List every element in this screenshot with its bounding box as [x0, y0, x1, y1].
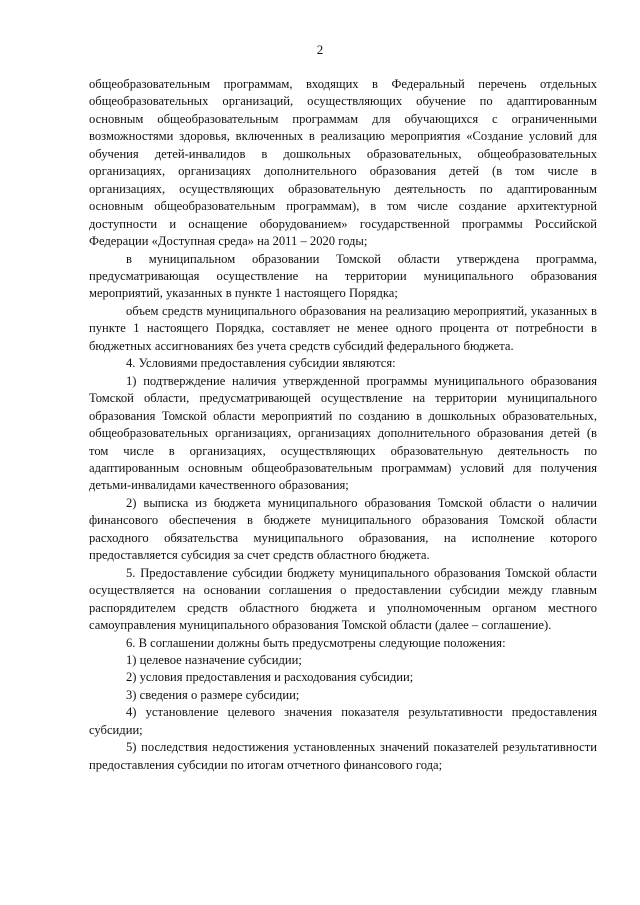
document-body: [89, 76, 597, 774]
paragraph: в муниципальном образовании Томской области утверждена программа, предусматривающая осуществление на территории муниципального образования мероприятий, указанных в пункте 1 настоящего Порядка;: [89, 251, 597, 301]
page-number: 2: [316, 42, 324, 57]
paragraph: объем средств муниципального образования на реализацию мероприятий, указанных в пункте 1 настоящего Порядка, составляет не менее одного процента от потребности в бюджетных ассигнованиях без учета средств субсидий федерального бюджета.: [89, 303, 597, 353]
paragraph-continuation: общеобразовательным программам, входящих в Федеральный перечень отдельных общеобразовательных организаций, осуществляющих обучение по адаптированным основным общеобразовательным программам для обучающихся с ограниченными возможностями здоровья, включенных в реализацию мероприятия «Создание условий для обучения детей-инвалидов в дошкольных образовательных, общеобразовательных организациях, организациях дополнительного образования детей (в том числе в организациях, осуществляющих образовательную деятельность по адаптированным основным общеобразовательным программам), в том числе создание архитектурной доступности и оснащение оборудованием» государственной программы Российской Федерации «Доступная среда» на 2011 – 2020 годы;: [89, 77, 597, 249]
paragraph-clause-4-item-1: 1) подтверждение наличия утвержденной программы муниципального образования Томской области, предусматривающей осуществление на территории муниципального образования Томской области мероприятий по созданию в дошкольных образовательных, общеобразовательных организациях, организациях дополнительного образования детей (в том числе в организациях, осуществляющих образовательную деятельность по адаптированным основным общеобразовательным программам) условий для получения детьми-инвалидами качественного образования;: [89, 373, 597, 493]
paragraph-clause-6-item-4: 4) установление целевого значения показателя результативности предоставления субсидии;: [89, 705, 597, 737]
paragraph-clause-5: 5. Предоставление субсидии бюджету муниципального образования Томской области осуществляется на основании соглашения о предоставлении субсидии между главным распорядителем средств областного бюджета и уполномоченным органом местного самоуправления муниципального образования Томской области (далее – соглашение).: [89, 565, 597, 633]
paragraph-clause-6-item-1: 1) целевое назначение субсидии;: [126, 652, 302, 667]
paragraph-clause-6: 6. В соглашении должны быть предусмотрены следующие положения:: [126, 635, 506, 650]
paragraph-clause-4-item-2: 2) выписка из бюджета муниципального образования Томской области о наличии финансового обеспечения в бюджете муниципального образования Томской области расходного обязательства муниципального образования, на исполнение которого предоставляется субсидия за счет средств областного бюджета.: [89, 495, 597, 563]
paragraph-clause-6-item-5: 5) последствия недостижения установленных значений показателей результативности предоставления субсидии по итогам отчетного финансового года;: [89, 740, 597, 772]
paragraph-clause-4: 4. Условиями предоставления субсидии являются:: [126, 356, 396, 371]
paragraph-clause-6-item-2: 2) условия предоставления и расходования субсидии;: [126, 670, 414, 685]
paragraph-clause-6-item-3: 3) сведения о размере субсидии;: [126, 687, 300, 702]
